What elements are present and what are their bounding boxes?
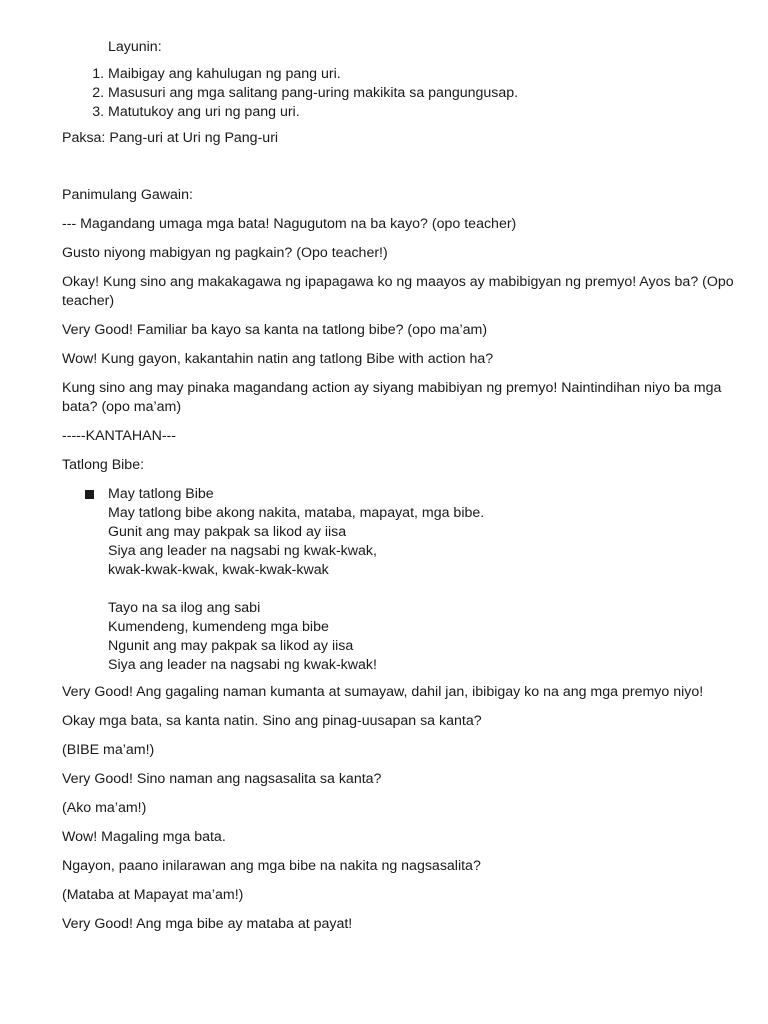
square-bullet-icon xyxy=(85,490,94,499)
dialogue-line: Very Good! Ang mga bibe ay mataba at payat! xyxy=(62,916,353,932)
student-response: (Mataba at Mapayat ma’am!) xyxy=(62,887,244,903)
dialogue-line: Very Good! Familiar ba kayo sa kanta na tatlong bibe? (opo ma’am) xyxy=(62,322,488,338)
lyric-line: Siya ang leader na nagsabi ng kwak-kwak, xyxy=(108,543,377,559)
dialogue-line: Ngayon, paano inilarawan ang mga bibe na nakita ng nagsasalita? xyxy=(62,858,481,874)
dialogue-line: Very Good! Ang gagaling naman kumanta at sumayaw, dahil jan, ibibigay ko na ang mga premyo niyo! xyxy=(62,684,704,700)
student-response: (Ako ma’am!) xyxy=(62,800,147,816)
topic-line: Paksa: Pang-uri at Uri ng Pang-uri xyxy=(62,130,279,146)
lyric-line: Ngunit ang may pakpak sa likod ay iisa xyxy=(108,638,354,654)
dialogue-line: Kung sino ang may pinaka magandang action ay siyang mabibiyan ng premyo! Naintindihan niyo ba mga bata? (opo ma’am) xyxy=(62,380,722,415)
dialogue-line: Okay! Kung sino ang makakagawa ng ipapagawa ko ng maayos ay mabibigyan ng premyo! Ayos ba? (Opo teacher) xyxy=(62,274,734,309)
dialogue-line: Very Good! Sino naman ang nagsasalita sa kanta? xyxy=(62,771,382,787)
document-page xyxy=(62,38,742,944)
objective-item: 2. Masusuri ang mga salitang pang-uring makikita sa pangungusap. xyxy=(108,84,742,103)
dialogue-line: Gusto niyong mabigyan ng pagkain? (Opo teacher!) xyxy=(62,245,388,261)
lyric-line: May tatlong bibe akong nakita, mataba, mapayat, mga bibe. xyxy=(108,505,485,521)
lyric-line: Gunit ang may pakpak sa likod ay iisa xyxy=(108,524,347,540)
dialogue-line: Wow! Magaling mga bata. xyxy=(62,829,226,845)
lyric-line: kwak-kwak-kwak, kwak-kwak-kwak xyxy=(108,562,329,578)
objective-item: 3. Matutukoy ang uri ng pang uri. xyxy=(108,103,742,122)
objectives-heading: Layunin: xyxy=(108,39,162,55)
song-lyrics xyxy=(108,485,742,675)
objective-item: 1. Maibigay ang kahulugan ng pang uri. xyxy=(108,65,742,84)
dialogue-line: Wow! Kung gayon, kakantahin natin ang tatlong Bibe with action ha? xyxy=(62,351,494,367)
lyric-line: May tatlong Bibe xyxy=(108,486,214,502)
lyric-line: Tayo na sa ilog ang sabi xyxy=(108,600,261,616)
lyric-line: Siya ang leader na nagsabi ng kwak-kwak! xyxy=(108,657,377,673)
section-divider: -----KANTAHAN--- xyxy=(62,428,176,444)
dialogue-line: --- Magandang umaga mga bata! Nagugutom na ba kayo? (opo teacher) xyxy=(62,216,517,232)
song-title: Tatlong Bibe: xyxy=(62,457,145,473)
intro-heading: Panimulang Gawain: xyxy=(62,187,193,203)
objectives-list xyxy=(62,65,742,122)
student-response: (BIBE ma’am!) xyxy=(62,742,155,758)
stanza-spacer xyxy=(108,580,742,599)
dialogue-line: Okay mga bata, sa kanta natin. Sino ang pinag-uusapan sa kanta? xyxy=(62,713,482,729)
lyric-line: Kumendeng, kumendeng mga bibe xyxy=(108,619,329,635)
